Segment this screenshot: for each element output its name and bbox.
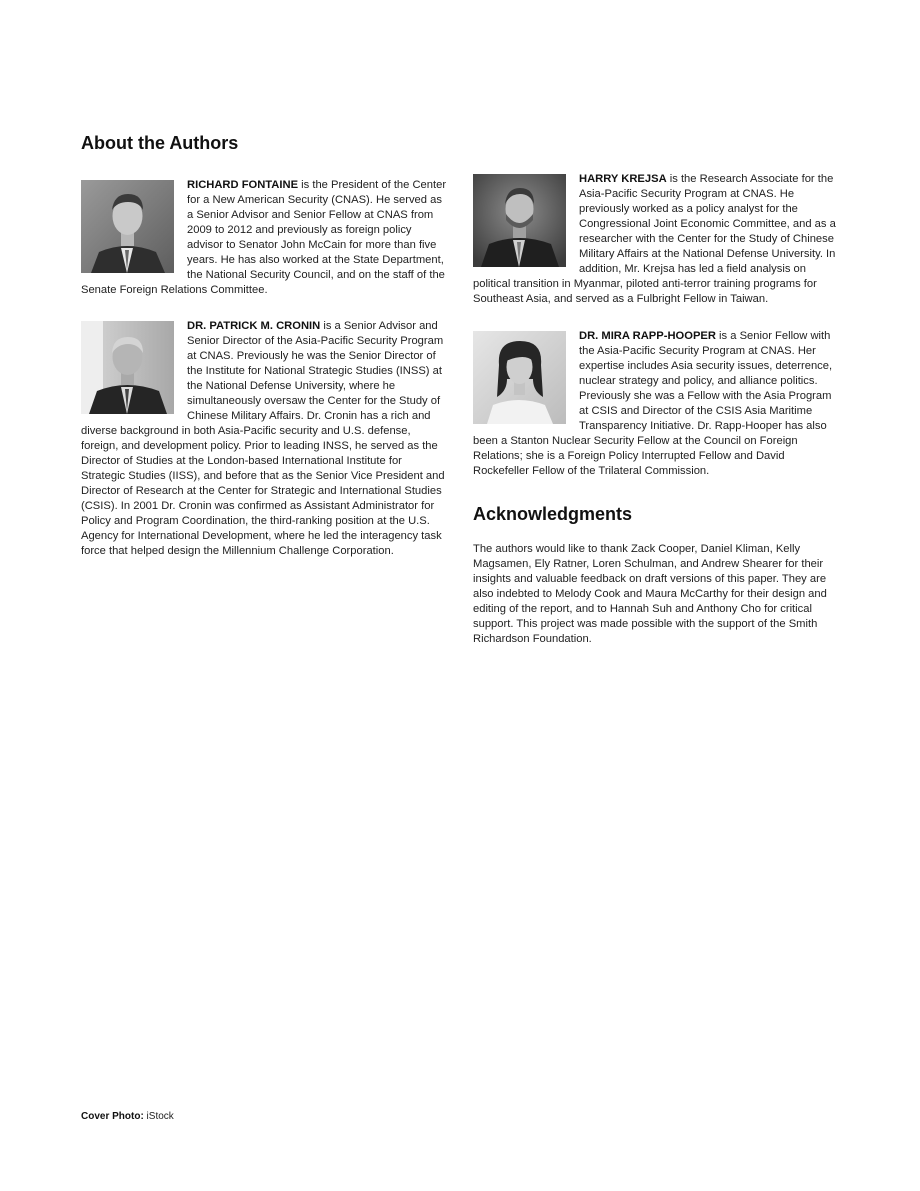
portrait-photo-cronin — [81, 321, 174, 414]
portrait-photo-rapp-hooper — [473, 331, 566, 424]
author-bio-text: is the President of the Center for a New American Security (CNAS). He served as a Senior Advisor and Senior Fellow at CNAS from 2009 to 2012 and previously as foreign policy advisor to Senator John McCain for more than five years. He has also worked at the State Department, the National Security Council, and on the staff of the Senate Foreign Relations Committee. — [81, 179, 447, 296]
cover-credit-value: iStock — [143, 1111, 174, 1122]
author-name: DR. MIRA RAPP-HOOPER — [579, 330, 716, 342]
author-bio-text: is the Research Associate for the Asia-Pacific Security Program at CNAS. He previously worked as a policy analyst for the Congressional Joint Economic Committee, and as a researcher with the Center for the Study of Chinese Military Affairs at the National Defense University. In addition, Mr. Krejsa has led a field analysis on political transition in Myanmar, piloted anti-terror training programs for Southeast Asia, and served as a Fulbright Fellow in Taiwan. — [473, 173, 836, 305]
author-bio-fontaine — [81, 178, 449, 298]
portrait-photo-fontaine — [81, 180, 174, 273]
author-name: HARRY KREJSA — [579, 173, 667, 185]
author-bio-text: is a Senior Advisor and Senior Director of the Asia-Pacific Security Program at CNAS. Previously he was the Senior Director of the Institute for National Strategic Studies (INSS) at the National Defense University, where he simultaneously oversaw the Center for the Study of Chinese Military Affairs. Dr. Cronin has a rich and diverse background in both Asia-Pacific security and U.S. defense, foreign, and development policy. Prior to leading INSS, he served as the Director of Studies at the London-based International Institute for Strategic Studies (IISS), and before that as the Senior Vice President and Director of Research at the Center for Strategic and International Studies (CSIS). In 2001 Dr. Cronin was confirmed as Assistant Administrator for Policy and Program Coordination, the third-ranking position at the U.S. Agency for International Development, where he led the interagency task force that helped design the Millennium Challenge Corporation. — [81, 320, 445, 557]
author-bio-krejsa — [473, 172, 839, 307]
cover-credit-label: Cover Photo: — [81, 1111, 144, 1122]
right-column — [473, 172, 839, 647]
cover-photo-credit — [81, 1110, 174, 1123]
author-name: RICHARD FONTAINE — [187, 179, 299, 191]
about-authors-heading: About the Authors — [81, 133, 239, 153]
author-bio-text: is a Senior Fellow with the Asia-Pacific Security Program at CNAS. Her expertise includes Asia security issues, deterrence, nuclear strategy and policy, and alliance politics. Previously she was a Fellow with the Asia Program at CSIS and Director of the CSIS Asia Maritime Transparency Initiative. Dr. Rapp-Hooper has also been a Stanton Nuclear Security Fellow at the Council on Foreign Relations; she is a Foreign Policy Interrupted Fellow and David Rockefeller Fellow of the Trilateral Commission. — [473, 330, 833, 477]
acknowledgments-heading: Acknowledgments — [473, 504, 633, 524]
author-bio-rapp-hooper — [473, 329, 839, 479]
acknowledgments-text: The authors would like to thank Zack Cooper, Daniel Kliman, Kelly Magsamen, Ely Ratner, Loren Schulman, and Andrew Shearer for their insights and valuable feedback on draft versions of this paper. They are also indebted to Melody Cook and Maura McCarthy for their design and editing of the report, and to Hannah Suh and Anthony Cho for critical support. This project was made possible with the support of the Smith Richardson Foundation. — [473, 543, 827, 645]
author-bio-cronin — [81, 319, 449, 559]
left-column — [81, 132, 449, 559]
author-name: DR. PATRICK M. CRONIN — [187, 320, 321, 332]
portrait-photo-krejsa — [473, 174, 566, 267]
